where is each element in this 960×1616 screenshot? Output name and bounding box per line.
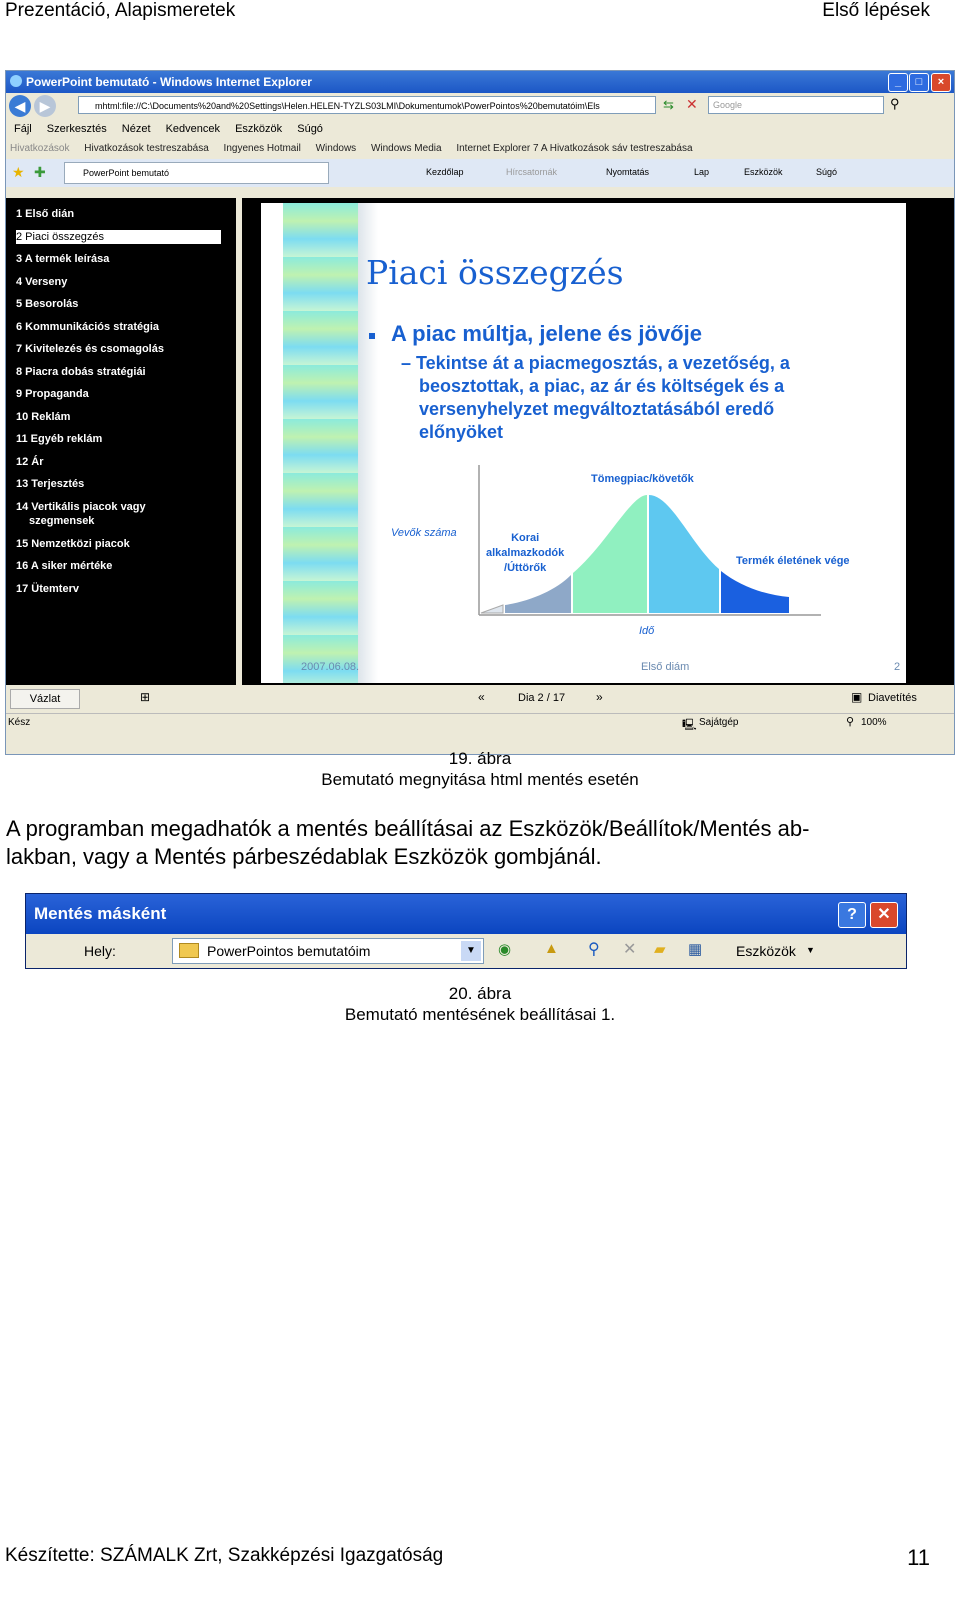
page-header-right: Első lépések [822,0,930,21]
menu-favorites[interactable]: Kedvencek [165,123,221,135]
menu-help[interactable]: Súgó [297,123,323,135]
chart-x-label: Idő [639,625,655,637]
ie-title-bar [6,71,954,93]
cmd-help[interactable]: Súgó [816,167,838,177]
link-ie7[interactable]: Internet Explorer 7 A Hivatkozások sáv testreszabása [456,143,693,154]
add-favorites-icon[interactable]: ✚ [34,164,46,180]
ie-logo-icon [10,75,22,87]
favorites-star-icon[interactable]: ★ [12,164,25,180]
status-zone: Sajátgép [699,717,739,728]
prev-slide-icon[interactable]: « [478,690,485,704]
slide-number: 2 [894,661,901,673]
help-icon[interactable]: ? [838,902,866,928]
figure-20-number: 20. ábra [448,984,512,1003]
ie-address-row [6,93,954,119]
outline-item[interactable]: 6 Kommunikációs stratégia [16,321,160,333]
slide-outline-pane [6,198,236,685]
chart-label-early-line: alkalmazkodók [486,547,565,559]
link-windows-media[interactable]: Windows Media [370,143,442,154]
chart-label-mass: Tömegpiac/követők [591,473,694,485]
cmd-home[interactable]: Kezdőlap [426,167,464,177]
ppt-nav-bar [6,685,954,713]
outline-item[interactable]: 5 Besorolás [16,298,79,310]
ie-window-screenshot [5,70,955,755]
outline-item[interactable]: 8 Piacra dobás stratégiái [16,366,146,378]
ie-menu-bar [6,119,954,139]
menu-view[interactable]: Nézet [121,123,151,135]
link-hotmail[interactable]: Ingyenes Hotmail [223,143,301,154]
refresh-icon[interactable]: ⇆ [663,97,674,112]
address-input[interactable]: mhtml:file://C:\Documents%20and%20Settings\Helen.HELEN-TYZLS03LMI\Dokumentumok\PowerPointos%20bemutatóim\Els [78,96,656,114]
cmd-print[interactable]: Nyomtatás [606,167,650,177]
cmd-page[interactable]: Lap [694,167,710,177]
save-as-dialog-screenshot [25,893,907,969]
close-icon[interactable]: ✕ [870,902,898,928]
expand-outline-icon[interactable]: ⊞ [140,690,151,704]
menu-file[interactable]: Fájl [14,123,32,135]
outline-item[interactable]: 1 Első dián [16,208,75,220]
computer-icon: 🖳 [682,719,697,731]
views-icon[interactable]: ▦ [688,941,703,958]
outline-item[interactable]: 14 Vertikális piacok vagy [16,501,146,513]
tab-powerpoint[interactable]: PowerPoint bemutató [64,162,329,184]
tools-dropdown-icon[interactable]: ▼ [806,945,815,955]
page-footer-author: Készítette: SZÁMALK Zrt, Szakképzési Igazgatóság [5,1545,444,1566]
location-value: PowerPointos bemutatóim [207,943,371,959]
slide-sub-line: versenyhelyzet megváltoztatásából eredő [419,399,775,419]
outline-item[interactable]: 13 Terjesztés [16,478,85,490]
stop-icon[interactable]: ✕ [686,96,698,112]
dialog-location-row [26,934,906,968]
link-windows[interactable]: Windows [315,143,357,154]
slide-bullet-dot [369,333,375,339]
outline-item[interactable]: 10 Reklám [16,411,71,423]
slide-bullet: A piac múltja, jelene és jövője [391,321,702,346]
next-slide-icon[interactable]: » [596,690,603,704]
segment-laggards [721,571,789,613]
delete-icon[interactable]: ✕ [623,941,637,958]
slide-date: 2007.06.08. [301,661,360,673]
slide-sub-line: előnyöket [419,422,504,442]
segment-innovators [481,605,503,613]
outline-item[interactable]: 7 Kivitelezés és csomagolás [16,343,164,355]
segment-late-majority [649,495,719,613]
ie-tab-row [6,159,954,187]
slide-sub-line: beosztottak, a piac, az ár és költségek és a [419,376,785,396]
zoom-icon[interactable]: ⚲ [846,716,855,728]
paragraph-line: lakban, vagy a Mentés párbeszédablak Eszközök gombjánál. [6,844,602,869]
folder-icon [179,943,199,958]
outline-item[interactable]: 16 A siker mértéke [16,560,113,572]
tools-menu[interactable]: Eszközök [736,943,796,959]
search-input[interactable]: Google [708,96,884,114]
status-text: Kész [8,717,31,728]
figure-20-caption: Bemutató mentésének beállításai 1. [344,1005,616,1024]
paragraph-line: A programban megadhatók a mentés beállításai az Eszközök/Beállítok/Mentés ab- [6,816,810,841]
maximize-icon[interactable]: □ [909,73,929,92]
slide-counter: Dia 2 / 17 [518,692,566,704]
status-zoom[interactable]: 100% [861,717,887,728]
minimize-icon[interactable]: _ [888,73,908,92]
new-folder-icon[interactable]: ▰ [654,941,666,958]
ie-links-bar [6,139,954,159]
chart-y-label: Vevők száma [391,527,457,539]
slide-title: Piaci összegzés [366,253,624,292]
chart-label-early-line: Korai [511,532,540,544]
chart-label-end: Termék életének vége [736,555,850,567]
segment-early-majority [573,495,647,613]
chevron-down-icon[interactable]: ▼ [461,941,481,961]
slide-view [261,203,906,683]
slideshow-icon[interactable]: ▣ [851,690,863,704]
back-icon[interactable]: ◉ [498,941,512,958]
outline-item[interactable]: 4 Verseny [16,276,68,288]
outline-item[interactable]: 12 Ár [16,456,44,468]
ie-title: PowerPoint bemutató - Windows Internet Explorer [26,75,312,89]
back-icon[interactable]: ◀ [9,95,31,117]
pane-splitter[interactable] [236,198,242,685]
slideshow-button[interactable]: Diavetítés [868,692,917,704]
outline-item[interactable]: 15 Nemzetközi piacok [16,538,130,550]
slide-footer: Első diám [641,661,690,673]
page-header-left: Prezentáció, Alapismeretek [5,0,236,21]
dialog-title: Mentés másként [34,904,167,923]
cmd-tools[interactable]: Eszközök [744,167,783,177]
outline-button[interactable]: Vázlat [10,689,80,709]
chart-label-early [486,531,564,576]
links-label: Hivatkozások [10,143,70,154]
search-icon[interactable]: ⚲ [890,96,900,111]
outline-item[interactable]: 9 Propaganda [16,388,89,400]
outline-item[interactable]: 17 Ütemterv [16,583,79,595]
slide-decoration-strip [283,203,358,683]
close-icon[interactable]: × [931,73,951,92]
ie-status-bar [6,713,954,734]
up-folder-icon[interactable]: ▲ [544,940,559,957]
forward-icon[interactable]: ▶ [34,95,56,117]
link-customize[interactable]: Hivatkozások testreszabása [84,143,209,154]
outline-item-continued[interactable]: szegmensek [29,515,95,527]
figure-19-number: 19. ábra [448,749,512,768]
outline-item[interactable]: 3 A termék leírása [16,253,110,265]
cmd-feeds[interactable]: Hírcsatornák [506,167,558,177]
page-number: 11 [907,1545,930,1570]
segment-early-adopters [505,575,571,613]
chart-label-early-line: /Úttörők [504,562,547,574]
menu-edit[interactable]: Szerkesztés [46,123,107,135]
figure-19-caption: Bemutató megnyitása html mentés esetén [321,770,639,789]
outline-item[interactable]: 11 Egyéb reklám [16,433,103,445]
location-label: Hely: [84,943,116,959]
dialog-title-bar [26,894,906,934]
location-select[interactable] [172,938,484,964]
search-web-icon[interactable]: ⚲ [588,941,600,958]
outline-item-selected[interactable]: 2 Piaci összegzés [16,230,221,244]
slide-sub-line: – Tekintse át a piacmegosztás, a vezetőség, a [401,353,790,373]
menu-tools[interactable]: Eszközök [235,123,283,135]
ie-content-area [6,198,954,685]
